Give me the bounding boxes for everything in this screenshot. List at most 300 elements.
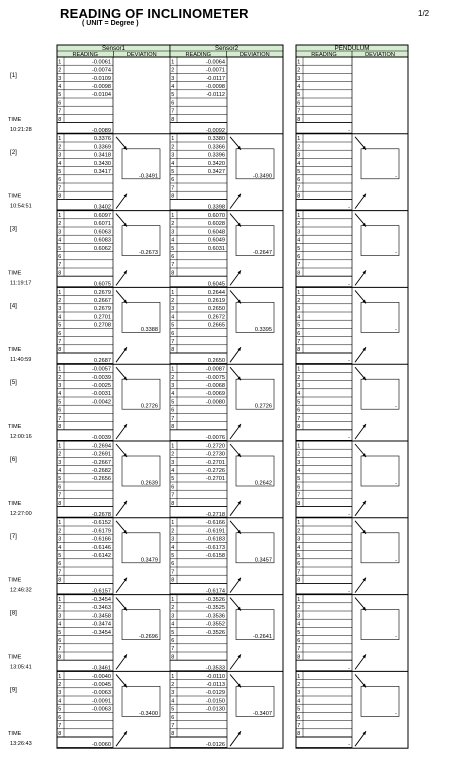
reading-value: -0.0098 [206,84,225,90]
row-number: 7 [297,569,301,576]
group-label: [5] [10,379,17,387]
sensor1-header: Sensor1 [101,45,126,52]
deviation-box [361,533,399,563]
deviation-value: - [395,326,397,333]
reading-value: 0.3420 [207,160,225,167]
row-number: 1 [297,136,301,143]
row-number: 3 [171,690,175,697]
row-number: 1 [297,366,301,373]
deviation-value: 0.3388 [140,326,158,333]
reading-value: 0.3376 [93,136,111,143]
reading-value: -0.2701 [206,459,225,466]
deviation-value: -0.2673 [139,250,158,257]
deviation-box [361,226,399,256]
row-number: 1 [297,213,301,219]
row-number: 8 [297,654,301,661]
page-title: READING OF INCLINOMETER [60,6,249,21]
row-number: 6 [171,177,175,184]
reading-value: 0.2619 [207,298,225,304]
row-number: 2 [297,682,301,688]
row-number: 7 [58,723,62,729]
deviation-value: - [395,403,397,410]
row-number: 1 [171,289,175,296]
row-number: 3 [171,75,175,82]
deviation-value: 0.2639 [140,480,158,487]
row-number: 7 [58,492,62,499]
row-number: 5 [58,553,62,559]
reading-value: -0.3463 [92,605,111,612]
deviation-value: 0.3479 [140,557,158,564]
time-label: TIME [8,654,22,661]
row-number: 8 [58,116,62,123]
row-number: 2 [171,67,175,74]
average-value: -0.0092 [206,127,225,134]
row-number: 1 [297,443,301,450]
group-label: [2] [10,148,17,156]
average-value: -0.6174 [206,588,225,595]
reading-value: -0.0104 [92,92,111,99]
row-number: 7 [171,569,175,576]
row-number: 2 [171,451,175,458]
row-number: 3 [58,690,62,697]
row-number: 4 [58,621,62,628]
reading-value: 0.2672 [207,314,225,321]
row-number: 5 [297,245,301,252]
row-number: 7 [297,185,301,192]
reading-value: 0.3380 [207,136,225,143]
reading-value: -0.2701 [206,476,225,483]
time-label: TIME [8,193,22,200]
row-number: 7 [171,185,175,192]
deviation-box [361,149,399,179]
deviation-value: -0.3407 [253,710,272,717]
time-label: TIME [8,731,22,738]
row-number: 8 [171,500,175,507]
row-number: 2 [297,374,301,381]
row-number: 7 [58,262,62,269]
reading-value: -0.3526 [206,629,225,636]
row-number: 6 [58,100,62,107]
row-number: 1 [297,520,301,527]
row-number: 4 [297,544,301,551]
row-number: 7 [58,415,62,422]
reading-value: 0.6031 [207,245,225,252]
reading-value: -0.2667 [92,459,111,466]
reading-value: -0.0150 [206,698,225,705]
reading-value: -0.6173 [206,544,225,551]
reading-value: -0.2694 [92,443,111,450]
row-number: 1 [297,597,301,603]
group-label: [3] [10,225,17,233]
row-number: 5 [58,476,62,483]
reading-value: -0.0110 [206,673,225,680]
row-number: 1 [58,366,62,373]
row-number: 4 [297,237,301,244]
row-number: 8 [58,654,62,661]
average-value: -0.0039 [92,435,111,441]
row-number: 7 [58,108,62,115]
pendulum-average: - [348,742,350,749]
row-number: 6 [297,177,301,184]
row-number: 8 [171,731,175,738]
reading-value: -0.0071 [206,67,225,74]
row-number: 1 [58,443,62,450]
row-number: 3 [171,383,175,389]
row-number: 3 [297,75,301,82]
pendulum-average: - [348,127,350,134]
row-number: 4 [297,314,301,321]
reading-value: 0.3366 [207,144,225,151]
row-number: 2 [297,451,301,458]
row-number: 1 [171,136,175,143]
row-number: 3 [297,229,301,236]
group-label: [9] [10,686,17,694]
row-number: 5 [58,399,62,406]
row-number: 5 [297,553,301,559]
reading-value: -0.6183 [206,536,225,543]
row-number: 5 [297,322,301,329]
time-label: TIME [8,116,22,123]
row-number: 8 [297,193,301,200]
row-number: 7 [58,339,62,345]
average-value: -0.3533 [206,665,225,672]
average-value: -0.2678 [92,511,111,518]
row-number: 6 [297,561,301,568]
sensor2-header: Sensor2 [214,45,239,52]
average-value: 0.6045 [207,281,225,288]
reading-value: 0.6062 [93,245,111,252]
row-number: 8 [171,424,175,430]
row-number: 6 [297,330,301,337]
reading-value: -0.0063 [92,706,111,713]
row-number: 4 [297,621,301,628]
row-number: 3 [297,306,301,313]
row-number: 2 [171,682,175,688]
row-number: 5 [171,476,175,483]
row-number: 2 [297,221,301,228]
row-number: 8 [171,193,175,200]
average-value: -0.0076 [206,435,225,441]
row-number: 2 [58,682,62,688]
pendulum-average: - [348,358,350,365]
reading-value: -0.6166 [92,536,111,543]
reading-value: 0.3430 [93,160,111,167]
time-label: TIME [8,424,22,430]
row-number: 3 [297,613,301,620]
row-number: 1 [171,597,175,603]
reading-value: 0.3427 [207,169,225,175]
row-number: 5 [297,476,301,483]
row-number: 3 [171,459,175,466]
reading-value: -0.0069 [206,391,225,398]
row-number: 7 [58,646,62,653]
reading-value: -0.3454 [92,629,111,636]
row-number: 6 [297,638,301,644]
reading-value: 0.6063 [93,229,111,236]
deviation-box [361,456,399,486]
reading-value: -0.6158 [206,553,225,559]
deviation-value: -0.3491 [139,173,158,180]
row-number: 7 [297,723,301,729]
row-number: 5 [171,322,175,329]
deviation-box [361,686,399,716]
reading-value: 0.6049 [207,237,225,244]
row-number: 7 [58,185,62,192]
reading-value: 0.2650 [207,306,225,313]
row-number: 8 [297,577,301,584]
reading-value: 0.3417 [93,169,111,175]
deviation-value: 0.2726 [140,403,158,410]
reading-value: -0.6142 [92,553,111,559]
row-number: 4 [171,621,175,628]
reading-value: -0.0040 [92,673,111,680]
row-number: 5 [58,245,62,252]
row-number: 8 [58,347,62,354]
group-label: [4] [10,302,17,310]
group-label: [7] [10,532,17,540]
row-number: 2 [297,144,301,151]
row-number: 6 [297,100,301,107]
reading-value: -0.0063 [92,690,111,697]
row-number: 8 [58,424,62,430]
row-number: 8 [297,731,301,738]
row-number: 4 [58,698,62,705]
reading-value: 0.3418 [93,152,111,159]
row-number: 3 [297,690,301,697]
row-number: 2 [171,605,175,612]
deviation-box [361,610,399,640]
row-number: 2 [58,374,62,381]
row-number: 4 [58,391,62,398]
row-number: 8 [58,577,62,584]
row-number: 6 [58,638,62,644]
row-number: 7 [171,646,175,653]
row-number: 8 [297,116,301,123]
reading-value: -0.0109 [92,75,111,82]
row-number: 6 [171,561,175,568]
deviation-value: -0.2647 [253,250,272,257]
row-number: 1 [58,520,62,527]
row-number: 3 [171,152,175,159]
row-number: 8 [297,270,301,277]
row-number: 3 [58,383,62,389]
row-number: 6 [58,254,62,260]
row-number: 1 [171,443,175,450]
reading-value: -0.0042 [92,399,111,406]
row-number: 4 [171,391,175,398]
pendulum-average: - [348,665,350,672]
deviation-header: DEVIATION [126,52,157,58]
row-number: 8 [171,577,175,584]
row-number: 8 [58,500,62,507]
time-value: 11:40:59 [10,357,32,364]
row-number: 5 [297,399,301,406]
row-number: 2 [171,528,175,535]
average-value: -0.2718 [206,511,225,518]
row-number: 2 [58,144,62,151]
row-number: 4 [171,698,175,705]
row-number: 7 [171,262,175,269]
row-number: 6 [171,638,175,644]
row-number: 4 [297,160,301,167]
average-value: -0.0126 [206,742,225,749]
deviation-value: 0.2642 [254,480,272,487]
row-number: 1 [58,136,62,143]
row-number: 6 [297,484,301,491]
deviation-value: - [395,250,397,257]
average-value: 0.2687 [93,358,111,365]
average-value: 0.3398 [207,204,225,211]
reading-value: 0.2667 [93,298,111,304]
row-number: 3 [171,229,175,236]
row-number: 6 [297,254,301,260]
row-number: 6 [58,407,62,414]
row-number: 3 [58,613,62,620]
row-number: 1 [58,213,62,219]
row-number: 2 [297,298,301,304]
row-number: 8 [297,500,301,507]
deviation-box [361,302,399,332]
row-number: 1 [58,289,62,296]
time-value: 10:54:51 [10,203,32,210]
deviation-value: -0.2696 [139,634,158,641]
reading-value: -0.0098 [92,84,111,90]
reading-value: -0.0075 [206,374,225,381]
average-value: -0.0089 [92,127,111,134]
deviation-value: - [395,480,397,487]
row-number: 2 [58,298,62,304]
reading-value: 0.2665 [207,322,225,329]
row-number: 5 [171,245,175,252]
reading-value: -0.6152 [92,520,111,527]
deviation-value: 0.3457 [254,557,272,564]
reading-value: 0.2644 [207,289,225,296]
row-number: 3 [171,536,175,543]
time-value: 12:00:16 [10,434,32,440]
reading-value: -0.0061 [92,59,111,66]
row-number: 8 [58,731,62,738]
row-number: 4 [171,237,175,244]
row-number: 4 [171,314,175,321]
reading-value: 0.3396 [207,152,225,159]
reading-value: -0.2726 [206,468,225,474]
deviation-value: -0.3490 [253,173,272,180]
reading-value: -0.0057 [92,366,111,373]
deviation-value: - [395,710,397,717]
reading-value: -0.2682 [92,468,111,474]
reading-value: -0.2691 [92,451,111,458]
row-number: 2 [171,374,175,381]
deviation-value: 0.2726 [254,403,272,410]
row-number: 4 [58,314,62,321]
row-number: 2 [171,298,175,304]
row-number: 4 [297,391,301,398]
row-number: 4 [297,468,301,474]
pendulum-header: PENDULUM [334,45,370,52]
row-number: 2 [171,221,175,228]
row-number: 3 [297,152,301,159]
row-number: 6 [171,254,175,260]
time-label: TIME [8,270,22,277]
row-number: 3 [58,152,62,159]
row-number: 3 [171,306,175,313]
reading-value: 0.6070 [207,213,225,219]
row-number: 3 [297,536,301,543]
row-number: 4 [58,544,62,551]
row-number: 8 [171,270,175,277]
average-value: 0.6075 [93,281,111,288]
row-number: 7 [297,646,301,653]
row-number: 1 [171,673,175,680]
row-number: 8 [171,347,175,354]
row-number: 8 [297,424,301,430]
reading-value: -0.0129 [206,690,225,697]
reading-value: -0.0039 [92,374,111,381]
row-number: 4 [58,160,62,167]
row-number: 3 [58,306,62,313]
row-number: 1 [297,289,301,296]
row-number: 5 [58,322,62,329]
row-number: 4 [58,468,62,474]
reading-value: -0.3525 [206,605,225,612]
reading-value: -0.6146 [92,544,111,551]
row-number: 7 [297,415,301,422]
row-number: 6 [58,484,62,491]
reading-value: 0.2708 [93,322,111,329]
row-number: 4 [171,160,175,167]
row-number: 6 [58,177,62,184]
row-number: 2 [58,67,62,74]
row-number: 2 [297,528,301,535]
row-number: 5 [171,706,175,713]
average-value: -0.0060 [92,742,111,749]
row-number: 5 [171,399,175,406]
average-value: -0.6157 [92,588,111,595]
pendulum-average: - [348,511,350,518]
row-number: 2 [58,221,62,228]
reading-value: 0.6028 [207,221,225,228]
group-label: [1] [10,72,17,79]
pendulum-average: - [348,588,350,595]
deviation-value: -0.2641 [253,634,272,641]
row-number: 1 [58,59,62,66]
row-number: 1 [297,59,301,66]
row-number: 5 [58,92,62,99]
row-number: 7 [171,492,175,499]
time-value: 13:26:43 [10,741,32,748]
reading-value: -0.0074 [92,67,111,74]
reading-value: -0.0117 [206,75,225,82]
row-number: 2 [297,605,301,612]
row-number: 4 [58,237,62,244]
row-number: 2 [171,144,175,151]
time-value: 13:05:41 [10,664,32,671]
reading-value: 0.2679 [93,306,111,313]
reading-value: -0.0112 [206,92,225,99]
reading-header: READING [72,52,98,58]
time-label: TIME [8,347,22,354]
row-number: 3 [58,459,62,466]
row-number: 5 [297,92,301,99]
row-number: 6 [171,330,175,337]
row-number: 4 [171,468,175,474]
row-number: 3 [58,75,62,82]
row-number: 4 [58,84,62,90]
row-number: 4 [171,84,175,90]
row-number: 3 [58,536,62,543]
group-label: [8] [10,609,17,617]
reading-value: -0.6191 [206,528,225,535]
